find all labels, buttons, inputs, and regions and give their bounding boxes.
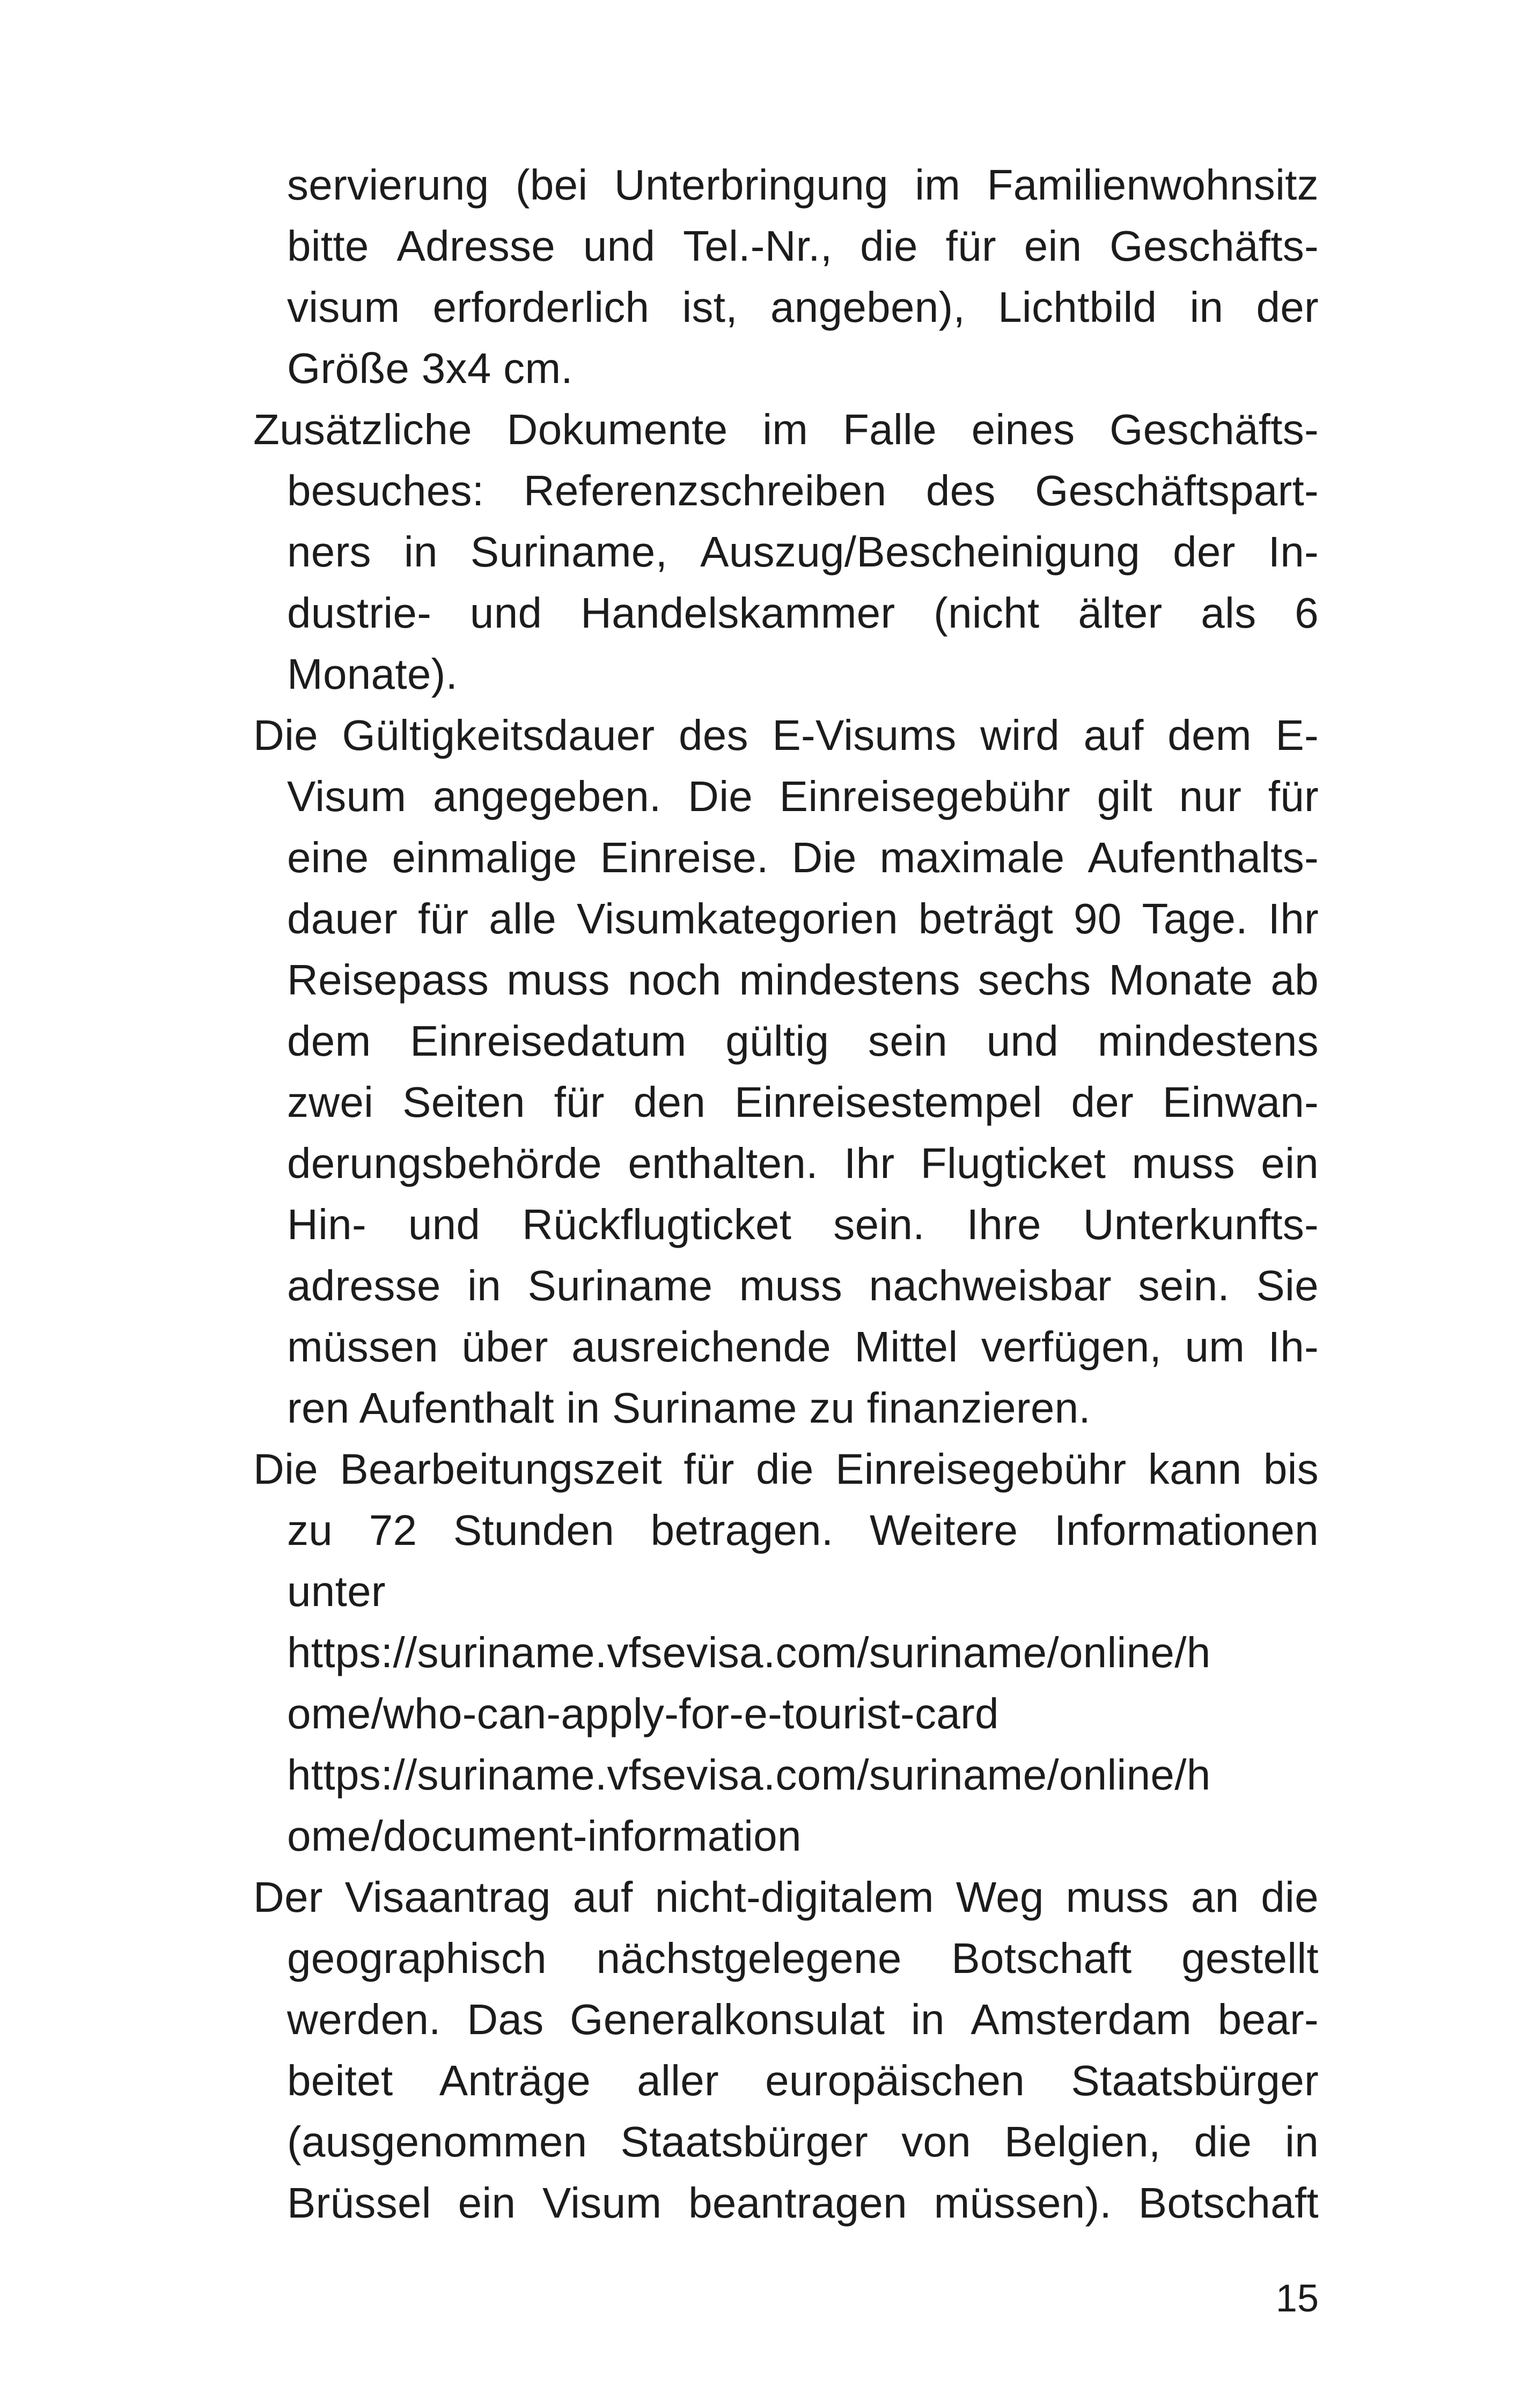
- word: werden.: [287, 1995, 441, 2043]
- url-line: ome/document-information: [287, 1812, 802, 1860]
- word: bis: [1263, 1445, 1319, 1493]
- word: zu: [287, 1506, 333, 1554]
- word: gestellt: [1181, 1934, 1319, 1982]
- word: Die: [791, 834, 857, 881]
- text-line: [253, 1444, 1319, 1495]
- word: betragen.: [650, 1506, 834, 1554]
- word: Sie: [1256, 1262, 1319, 1309]
- word: und: [986, 1017, 1059, 1065]
- word: Lichtbild: [998, 283, 1157, 331]
- word: den: [633, 1078, 706, 1126]
- text-line: [287, 465, 1319, 517]
- text-line: Größe 3x4 cm.: [287, 344, 573, 392]
- word: Aufenthalts-: [1088, 834, 1319, 881]
- word: Seiten: [402, 1078, 525, 1126]
- text-line: [287, 1321, 1319, 1373]
- word: Tage.: [1142, 895, 1248, 942]
- word: geographisch: [287, 1934, 547, 1982]
- word: visum: [287, 283, 400, 331]
- word: Gültigkeitsdauer: [342, 711, 655, 759]
- word: von: [901, 2118, 971, 2166]
- word: Der: [253, 1873, 323, 1921]
- word: die: [1194, 2118, 1252, 2166]
- word: In-: [1268, 528, 1319, 576]
- word: Visumkategorien: [576, 895, 898, 942]
- text-line: [287, 2116, 1319, 2168]
- word: wird: [980, 711, 1060, 759]
- word: als: [1201, 589, 1257, 637]
- word: auf: [572, 1873, 633, 1921]
- text-line: [287, 1994, 1319, 2045]
- text-line: [253, 710, 1319, 761]
- text-line: [287, 1260, 1319, 1312]
- text-line: [287, 1933, 1319, 1984]
- word: müssen).: [934, 2179, 1112, 2227]
- word: ist,: [682, 283, 738, 331]
- word: für: [418, 895, 469, 942]
- word: muss: [1066, 1873, 1169, 1921]
- word: noch: [627, 956, 722, 1004]
- word: die: [756, 1445, 814, 1493]
- word: Belgien,: [1004, 2118, 1161, 2166]
- word: über: [461, 1323, 548, 1371]
- text-line: unter: [287, 1567, 386, 1615]
- word: Rückflugticket: [522, 1201, 792, 1248]
- word: Ihre: [966, 1201, 1041, 1248]
- word: eines: [971, 406, 1075, 453]
- word: der: [1256, 283, 1319, 331]
- word: Die: [253, 711, 318, 759]
- word: verfügen,: [981, 1323, 1162, 1371]
- url-line: https://suriname.vfsevisa.com/suriname/online/h: [287, 1629, 1211, 1676]
- word: nicht-digitalem: [655, 1873, 934, 1921]
- word: Bearbeitungszeit: [340, 1445, 663, 1493]
- word: Handelskammer: [581, 589, 895, 637]
- word: die: [860, 222, 918, 270]
- word: für: [1268, 772, 1319, 820]
- word: maximale: [879, 834, 1065, 881]
- word: Unterkunfts-: [1083, 1201, 1319, 1248]
- word: erforderlich: [432, 283, 650, 331]
- word: Botschaft: [951, 1934, 1132, 1982]
- word: des: [678, 711, 748, 759]
- word: älter: [1078, 589, 1163, 637]
- word: Flugticket: [920, 1139, 1106, 1187]
- word: der: [1173, 528, 1236, 576]
- word: bear-: [1217, 1995, 1319, 2043]
- word: 90: [1073, 895, 1122, 942]
- word: in: [910, 1995, 945, 2043]
- word: Botschaft: [1138, 2179, 1319, 2227]
- word: Generalkonsulat: [570, 1995, 885, 2043]
- word: für: [684, 1445, 734, 1493]
- word: Geschäfts-: [1109, 222, 1319, 270]
- word: nächstgelegene: [596, 1934, 902, 1982]
- text-line: [287, 1505, 1319, 1556]
- url-line: ome/who-can-apply-for-e-tourist-card: [287, 1690, 999, 1737]
- word: ausreichende: [571, 1323, 832, 1371]
- word: in: [1189, 283, 1224, 331]
- word: alle: [489, 895, 557, 942]
- word: adresse: [287, 1262, 441, 1309]
- word: Die: [253, 1445, 318, 1493]
- word: sechs: [978, 956, 1091, 1004]
- word: dauer: [287, 895, 398, 942]
- word: und: [469, 589, 542, 637]
- word: die: [1261, 1873, 1319, 1921]
- word: Einwan-: [1162, 1078, 1319, 1126]
- text-line: [287, 2177, 1319, 2229]
- word: 6: [1295, 589, 1319, 637]
- word: ein: [1024, 222, 1082, 270]
- word: mindestens: [1097, 1017, 1319, 1065]
- text-line: [287, 159, 1319, 211]
- word: ein: [1261, 1139, 1319, 1187]
- word: angeben),: [770, 283, 965, 331]
- word: E-: [1275, 711, 1319, 759]
- text-line: [287, 220, 1319, 272]
- word: besuches:: [287, 467, 484, 514]
- text-line: [253, 1872, 1319, 1923]
- word: aller: [637, 2057, 719, 2104]
- word: Einreise.: [600, 834, 769, 881]
- word: in: [467, 1262, 502, 1309]
- word: Einreisegebühr: [835, 1445, 1127, 1493]
- word: sein.: [833, 1201, 925, 1248]
- word: ners: [287, 528, 371, 576]
- text-line: [287, 893, 1319, 945]
- text-line: [287, 1138, 1319, 1189]
- word: sein.: [1138, 1262, 1230, 1309]
- word: Auszug/Bescheinigung: [700, 528, 1141, 576]
- word: Amsterdam: [971, 1995, 1192, 2043]
- word: Referenzschreiben: [523, 467, 887, 514]
- word: (ausgenommen: [287, 2118, 587, 2166]
- word: müssen: [287, 1323, 438, 1371]
- word: Dokumente: [506, 406, 728, 453]
- word: Tel.-Nr.,: [683, 222, 833, 270]
- text-line: [287, 587, 1319, 639]
- word: Staatsbürger: [1071, 2057, 1319, 2104]
- word: in: [403, 528, 438, 576]
- word: Visum: [542, 2179, 662, 2227]
- word: Familienwohnsitz: [987, 161, 1319, 209]
- word: an: [1191, 1873, 1239, 1921]
- word: Suriname: [527, 1262, 713, 1309]
- word: Einreisedatum: [410, 1017, 687, 1065]
- word: (nicht: [934, 589, 1040, 637]
- word: Stunden: [453, 1506, 615, 1554]
- word: (bei: [515, 161, 588, 209]
- text-line: [287, 1199, 1319, 1250]
- text-line: [287, 2055, 1319, 2107]
- word: servierung: [287, 161, 489, 209]
- word: des: [925, 467, 996, 514]
- word: nachweisbar: [869, 1262, 1112, 1309]
- word: gilt: [1097, 772, 1153, 820]
- text-line: ren Aufenthalt in Suriname zu finanzieren.: [287, 1384, 1091, 1432]
- word: Suriname,: [470, 528, 668, 576]
- word: für: [945, 222, 996, 270]
- word: dem: [287, 1017, 371, 1065]
- word: im: [762, 406, 809, 453]
- word: Anträge: [439, 2057, 591, 2104]
- text-line: [287, 282, 1319, 333]
- word: muss: [506, 956, 610, 1004]
- text-line: Monate).: [287, 650, 458, 698]
- word: 72: [369, 1506, 417, 1554]
- word: in: [1285, 2118, 1319, 2166]
- url-line: https://suriname.vfsevisa.com/suriname/online/h: [287, 1751, 1211, 1799]
- word: Adresse: [396, 222, 556, 270]
- word: muss: [739, 1262, 843, 1309]
- word: zwei: [287, 1078, 374, 1126]
- word: mindestens: [739, 956, 960, 1004]
- word: Ih-: [1268, 1323, 1319, 1371]
- word: für: [554, 1078, 605, 1126]
- word: und: [408, 1201, 481, 1248]
- word: Weg: [956, 1873, 1044, 1921]
- word: Geschäftspart-: [1035, 467, 1319, 514]
- word: Brüssel: [287, 2179, 431, 2227]
- word: Einreisestempel: [734, 1078, 1042, 1126]
- word: Die: [688, 772, 753, 820]
- word: einmalige: [392, 834, 577, 881]
- word: Ihr: [1268, 895, 1319, 942]
- text-line: [287, 1015, 1319, 1067]
- word: beantragen: [688, 2179, 907, 2227]
- word: Einreisegebühr: [779, 772, 1070, 820]
- word: beträgt: [918, 895, 1054, 942]
- word: Unterbringung: [614, 161, 888, 209]
- word: Monate: [1108, 956, 1253, 1004]
- word: Visum: [287, 772, 407, 820]
- word: eine: [287, 834, 369, 881]
- word: Visaantrag: [344, 1873, 551, 1921]
- word: kann: [1148, 1445, 1242, 1493]
- text-line: [287, 771, 1319, 822]
- word: im: [915, 161, 961, 209]
- word: dem: [1167, 711, 1252, 759]
- word: europäischen: [765, 2057, 1025, 2104]
- word: Zusätzliche: [253, 406, 472, 453]
- word: muss: [1131, 1139, 1235, 1187]
- page-number: 15: [1275, 2277, 1319, 2320]
- word: Geschäfts-: [1109, 406, 1319, 453]
- text-line: [287, 832, 1319, 883]
- word: angegeben.: [432, 772, 662, 820]
- word: der: [1071, 1078, 1134, 1126]
- word: beitet: [287, 2057, 393, 2104]
- text-line: [287, 526, 1319, 578]
- word: ein: [458, 2179, 516, 2227]
- word: nur: [1179, 772, 1242, 820]
- text-line: [253, 404, 1319, 455]
- word: ab: [1270, 956, 1319, 1004]
- text-line: [287, 1077, 1319, 1128]
- word: dustrie-: [287, 589, 432, 637]
- word: und: [583, 222, 656, 270]
- word: auf: [1083, 711, 1144, 759]
- word: Staatsbürger: [620, 2118, 869, 2166]
- word: Reisepass: [287, 956, 489, 1004]
- word: Ihr: [844, 1139, 895, 1187]
- word: Hin-: [287, 1201, 366, 1248]
- word: derungsbehörde: [287, 1139, 602, 1187]
- word: Informationen: [1054, 1506, 1319, 1554]
- text-line: [287, 954, 1319, 1006]
- word: E-Visums: [772, 711, 957, 759]
- word: Das: [467, 1995, 544, 2043]
- word: Falle: [843, 406, 937, 453]
- word: Weitere: [869, 1506, 1018, 1554]
- word: gültig: [725, 1017, 829, 1065]
- word: bitte: [287, 222, 369, 270]
- word: um: [1185, 1323, 1245, 1371]
- word: enthalten.: [628, 1139, 818, 1187]
- word: sein: [868, 1017, 947, 1065]
- word: Mittel: [854, 1323, 958, 1371]
